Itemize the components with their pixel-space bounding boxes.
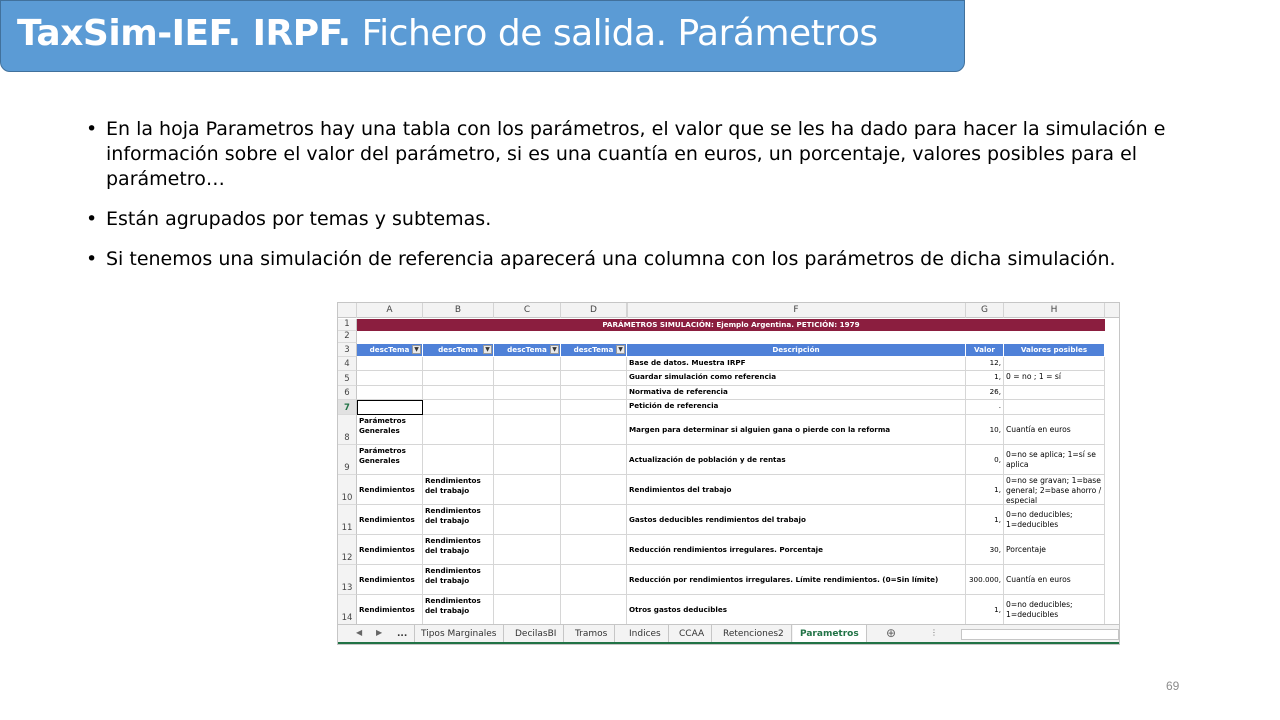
tab-retenciones2[interactable]: Retenciones2: [716, 625, 792, 644]
table-header-row: [338, 343, 1120, 357]
cell-b[interactable]: Rendimientos del trabajo: [423, 565, 494, 595]
column-header-d[interactable]: D: [561, 303, 627, 318]
cell-c[interactable]: [494, 535, 561, 565]
bullet-list: [86, 117, 1166, 287]
cell-descripcion[interactable]: Rendimientos del trabajo: [627, 475, 966, 505]
horizontal-scrollbar[interactable]: [961, 629, 1119, 640]
header-desctema-a[interactable]: [357, 344, 423, 356]
slide-title-box: [0, 0, 965, 72]
cell-c[interactable]: [494, 357, 561, 371]
header-desctema-b[interactable]: [423, 344, 494, 356]
cell-descripcion[interactable]: Gastos deducibles rendimientos del trabajo: [627, 505, 966, 535]
tab-indices[interactable]: Indices: [622, 625, 669, 644]
cell-descripcion[interactable]: Actualización de población y de rentas: [627, 445, 966, 475]
header-valores-posibles[interactable]: Valores posibles: [1004, 344, 1105, 356]
row-number[interactable]: 11: [338, 505, 357, 535]
bullet-item: • En la hoja Parametros hay una tabla con los parámetros, el valor que se les ha dado para hacer la simulación e información sobre el valor del parámetro, si es una cuantía en euros, un porcentaje, valores posibles para el parámetro…: [86, 117, 1166, 192]
title-bold-part: TaxSim-IEF. IRPF.: [17, 13, 351, 54]
row-number[interactable]: 10: [338, 475, 357, 505]
header-label: descTema: [369, 345, 410, 354]
cell-b[interactable]: [423, 415, 494, 445]
cell-valor[interactable]: .: [966, 400, 1004, 415]
tab-parametros[interactable]: Parametros: [793, 625, 867, 644]
cell-d[interactable]: [561, 595, 627, 625]
cell-a-selected[interactable]: [357, 400, 423, 415]
cell-descripcion[interactable]: Reducción por rendimientos irregulares. Límite rendimientos. (0=Sin límite): [627, 565, 966, 595]
row-number[interactable]: 5: [338, 371, 357, 386]
cell-d[interactable]: [561, 357, 627, 371]
cell-valor[interactable]: 30,: [966, 535, 1004, 565]
cell-c[interactable]: [494, 415, 561, 445]
cell-descripcion[interactable]: Otros gastos deducibles: [627, 595, 966, 625]
header-label: descTema: [507, 345, 547, 354]
cell-d[interactable]: [561, 400, 627, 415]
cell-valores-posibles[interactable]: [1004, 400, 1105, 415]
cell-valores-posibles[interactable]: Cuantía en euros: [1004, 565, 1105, 595]
cell-c[interactable]: [494, 386, 561, 400]
cell-a[interactable]: [357, 371, 423, 386]
cell-valores-posibles[interactable]: 0=no deducibles; 1=deducibles: [1004, 505, 1105, 535]
cell-descripcion[interactable]: Guardar simulación como referencia: [627, 371, 966, 386]
table-row: [338, 415, 1120, 445]
row-number[interactable]: 2: [338, 331, 357, 343]
row-number[interactable]: 14: [338, 595, 357, 625]
filter-dropdown-icon[interactable]: ▼: [550, 345, 559, 354]
cell-b[interactable]: [423, 357, 494, 371]
table-row: [338, 505, 1120, 535]
cell-d[interactable]: [561, 386, 627, 400]
tab-tramos[interactable]: Tramos: [568, 625, 615, 644]
cell-valor[interactable]: 1,: [966, 475, 1004, 505]
cell-d[interactable]: [561, 475, 627, 505]
slide-title: [17, 13, 964, 54]
cell-c[interactable]: [494, 595, 561, 625]
cell-valor[interactable]: 1,: [966, 505, 1004, 535]
row-number[interactable]: 6: [338, 386, 357, 400]
cell-d[interactable]: [561, 535, 627, 565]
column-header-f[interactable]: F: [627, 303, 966, 318]
cell-valores-posibles[interactable]: Porcentaje: [1004, 535, 1105, 565]
cell-b[interactable]: Rendimientos del trabajo: [423, 595, 494, 625]
header-label: descTema: [573, 345, 614, 354]
cell-a[interactable]: [357, 386, 423, 400]
cell-valores-posibles[interactable]: [1004, 357, 1105, 371]
cell-c[interactable]: [494, 475, 561, 505]
cell-b[interactable]: [423, 386, 494, 400]
cell-valor[interactable]: 26,: [966, 386, 1004, 400]
filter-dropdown-icon[interactable]: ▼: [483, 345, 492, 354]
parameters-title-cell[interactable]: PARÁMETROS SIMULACIÓN: Ejemplo Argentina. PETICIÓN: 1979: [357, 319, 1105, 331]
cell-valor[interactable]: 1,: [966, 595, 1004, 625]
bottom-accent-line: [338, 642, 1120, 644]
table-row: [338, 386, 1120, 400]
cell-b[interactable]: [423, 400, 494, 415]
tab-tipos-marginales[interactable]: Tipos Marginales: [414, 625, 504, 644]
cell-a[interactable]: Rendimientos: [357, 595, 423, 625]
header-valor[interactable]: Valor: [966, 344, 1004, 356]
cell-valor[interactable]: 300.000,: [966, 565, 1004, 595]
tab-decilasbi[interactable]: DecilasBI: [508, 625, 564, 644]
cell-b[interactable]: Rendimientos del trabajo: [423, 535, 494, 565]
cell-valores-posibles[interactable]: 0=no se aplica; 1=sí se aplica: [1004, 445, 1105, 475]
add-sheet-icon[interactable]: ⊕: [886, 626, 897, 640]
table-row: [338, 331, 1120, 343]
header-descripcion[interactable]: Descripción: [627, 344, 966, 356]
sheet-tab-bar: [338, 624, 1120, 644]
cell-a[interactable]: Parámetros Generales: [357, 445, 423, 475]
column-header-c[interactable]: C: [494, 303, 561, 318]
header-desctema-c[interactable]: [494, 344, 561, 356]
table-row: [338, 445, 1120, 475]
row-number[interactable]: 9: [338, 445, 357, 475]
cell-c[interactable]: [494, 445, 561, 475]
spreadsheet-screenshot: [337, 302, 1120, 645]
cell-b[interactable]: [423, 445, 494, 475]
table-row: [338, 357, 1120, 371]
cell-d[interactable]: [561, 445, 627, 475]
cell-b[interactable]: Rendimientos del trabajo: [423, 505, 494, 535]
cell-c[interactable]: [494, 371, 561, 386]
cell-d[interactable]: [561, 565, 627, 595]
bullet-item: • Están agrupados por temas y subtemas.: [86, 207, 1166, 232]
filter-dropdown-icon[interactable]: ▼: [412, 345, 421, 354]
cell-d[interactable]: [561, 415, 627, 445]
cell-valores-posibles[interactable]: 0=no deducibles; 1=deducibles: [1004, 595, 1105, 625]
row-number[interactable]: 1: [338, 319, 357, 331]
filter-dropdown-icon[interactable]: ▼: [616, 345, 625, 354]
column-headers: [338, 303, 1120, 318]
cell-valor[interactable]: 12,: [966, 357, 1004, 371]
cell-a[interactable]: Rendimientos: [357, 565, 423, 595]
table-row: [338, 319, 1120, 331]
more-options-icon[interactable]: ⋮: [930, 628, 938, 637]
column-header-h[interactable]: H: [1004, 303, 1105, 318]
cell-c[interactable]: [494, 505, 561, 535]
column-header-a[interactable]: A: [357, 303, 423, 318]
row-number[interactable]: 12: [338, 535, 357, 565]
cell-descripcion[interactable]: Petición de referencia: [627, 400, 966, 415]
cell-valor[interactable]: 1,: [966, 371, 1004, 386]
cell-a[interactable]: Rendimientos: [357, 475, 423, 505]
cell-descripcion[interactable]: Reducción rendimientos irregulares. Porcentaje: [627, 535, 966, 565]
cell-valores-posibles[interactable]: 0 = no ; 1 = sí: [1004, 371, 1105, 386]
table-row: [338, 371, 1120, 386]
table-row: [338, 535, 1120, 565]
cell-c[interactable]: [494, 400, 561, 415]
cell-valor[interactable]: 10,: [966, 415, 1004, 445]
header-label: descTema: [438, 345, 478, 354]
scroll-tabs-right-icon[interactable]: ▶: [376, 628, 383, 637]
cell-a[interactable]: Rendimientos: [357, 535, 423, 565]
scroll-tabs-left-icon[interactable]: ◀: [356, 628, 363, 637]
cell-a[interactable]: Parámetros Generales: [357, 415, 423, 445]
cell-descripcion[interactable]: Base de datos. Muestra IRPF: [627, 357, 966, 371]
row-number[interactable]: 3: [338, 343, 357, 357]
bullet-item: • Si tenemos una simulación de referencia aparecerá una columna con los parámetros de dicha simulación.: [86, 247, 1166, 272]
cell-descripcion[interactable]: Normativa de referencia: [627, 386, 966, 400]
cell-a[interactable]: Rendimientos: [357, 505, 423, 535]
cell-valor[interactable]: 0,: [966, 445, 1004, 475]
cell-valores-posibles[interactable]: 0=no se gravan; 1=base general; 2=base ahorro / especial: [1004, 475, 1105, 505]
corner-select-all[interactable]: [338, 303, 357, 318]
table-row: [338, 400, 1120, 415]
tab-ccaa[interactable]: CCAA: [672, 625, 712, 644]
table-row: [338, 475, 1120, 505]
cell-b[interactable]: [423, 371, 494, 386]
row-number[interactable]: 13: [338, 565, 357, 595]
cell-d[interactable]: [561, 505, 627, 535]
header-desctema-d[interactable]: [561, 344, 627, 356]
cell-valores-posibles[interactable]: [1004, 386, 1105, 400]
row-number-selected[interactable]: 7: [338, 400, 357, 415]
table-row: [338, 595, 1120, 625]
cell-b[interactable]: Rendimientos del trabajo: [423, 475, 494, 505]
tab-more[interactable]: ...: [390, 625, 415, 644]
column-header-b[interactable]: B: [423, 303, 494, 318]
column-header-g[interactable]: G: [966, 303, 1004, 318]
row-number[interactable]: 4: [338, 357, 357, 371]
cell-d[interactable]: [561, 371, 627, 386]
cell-valores-posibles[interactable]: Cuantía en euros: [1004, 415, 1105, 445]
cell-c[interactable]: [494, 565, 561, 595]
title-rest-part: Fichero de salida. Parámetros: [350, 13, 878, 54]
table-row: [338, 565, 1120, 595]
cell-a[interactable]: [357, 357, 423, 371]
page-number: 69: [1166, 679, 1180, 693]
row-number[interactable]: 8: [338, 415, 357, 445]
cell-descripcion[interactable]: Margen para determinar si alguien gana o pierde con la reforma: [627, 415, 966, 445]
